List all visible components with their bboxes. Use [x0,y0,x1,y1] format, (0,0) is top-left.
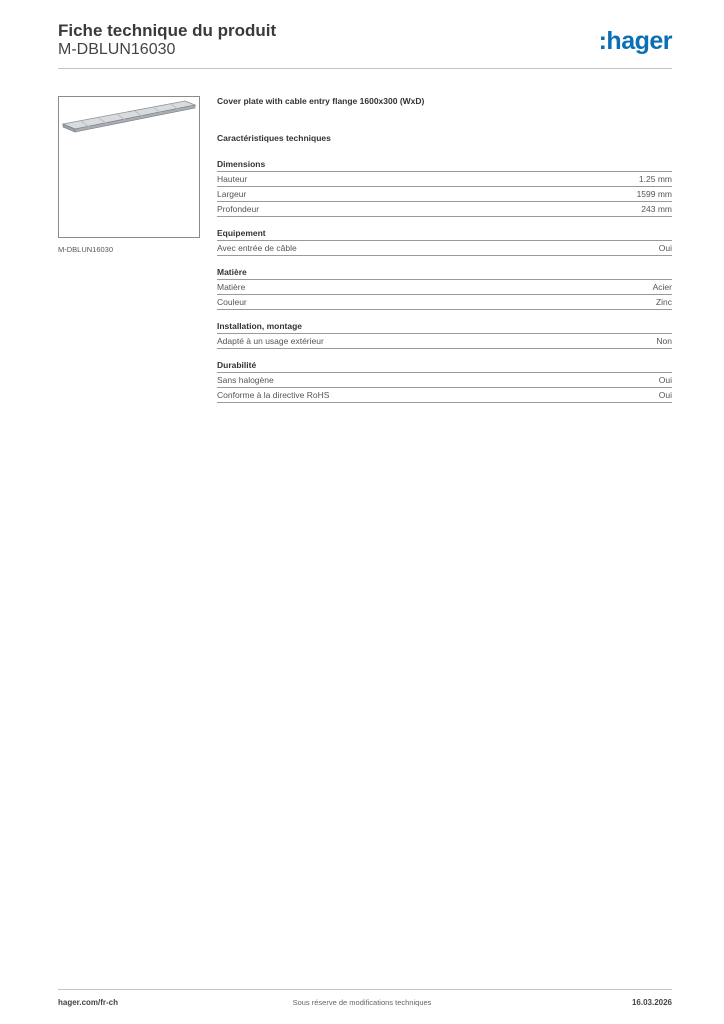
group-dimensions [217,158,672,217]
spec-value: Oui [658,390,672,400]
spec-row [217,280,672,295]
footer-website-link[interactable]: hager.com/fr-ch [58,998,119,1007]
image-caption: M-DBLUN16030 [58,245,114,254]
group-title: Installation, montage [217,320,672,334]
group-title: Equipement [217,227,672,241]
footer-disclaimer: Sous réserve de modifications techniques [292,998,432,1007]
footer-date: 16.03.2026 [631,998,672,1007]
product-image [58,96,200,238]
spec-label: Adapté à un usage extérieur [217,336,324,346]
group-matiere [217,266,672,310]
header-divider [58,68,672,69]
spec-row [217,295,672,310]
footer-divider [58,989,672,990]
spec-value: 1599 mm [636,189,672,199]
spec-value: Oui [658,243,672,253]
technical-characteristics-heading: Caractéristiques techniques [217,133,331,143]
group-title: Durabilité [217,359,672,373]
group-installation [217,320,672,349]
group-title: Dimensions [217,158,672,172]
spec-label: Sans halogène [217,375,274,385]
spec-value: Acier [652,282,672,292]
spec-row [217,172,672,187]
group-durabilite [217,359,672,403]
spec-row [217,334,672,349]
page-title: Fiche technique du produit [58,21,277,40]
spec-label: Avec entrée de câble [217,243,297,253]
spec-row [217,187,672,202]
spec-label: Hauteur [217,174,248,184]
spec-row [217,373,672,388]
spec-label: Conforme à la directive RoHS [217,390,330,400]
spec-value: Zinc [655,297,672,307]
group-title: Matière [217,266,672,280]
spec-value: 1.25 mm [638,174,672,184]
spec-row [217,202,672,217]
product-description: Cover plate with cable entry flange 1600x300 (WxD) [217,96,425,106]
spec-value: Non [656,336,672,346]
spec-row [217,388,672,403]
spec-value: Oui [658,375,672,385]
spec-value: 243 mm [641,204,672,214]
spec-label: Profondeur [217,204,260,214]
hager-logo[interactable]: :hager [598,27,672,55]
product-reference: M-DBLUN16030 [58,41,176,58]
cover-plate-illustration [59,97,199,237]
spec-label: Largeur [217,189,247,199]
group-equipement [217,227,672,256]
spec-label: Matière [217,282,246,292]
technical-content [217,95,672,413]
spec-label: Couleur [217,297,247,307]
spec-row [217,241,672,256]
